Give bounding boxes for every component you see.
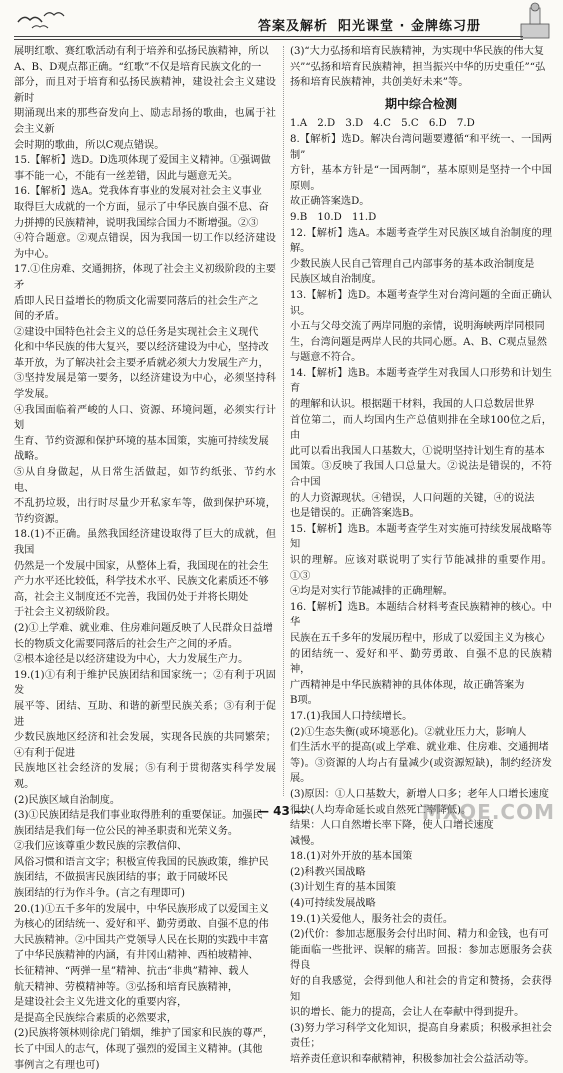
- text-line: 首位第二，而人均国内生产总值则排在全球100位之后，由: [290, 414, 552, 442]
- text-line: 15.【解析】选B。本题考查学生对实施可持续发展战略等知: [290, 523, 552, 551]
- text-line: 族团结的行为作斗争。(言之有理即可): [14, 888, 185, 900]
- text-line: 此可以看出我国人口基数大，①说明坚持计划生育的基本: [290, 445, 545, 457]
- left-column: [14, 44, 276, 1071]
- text-line: 们生活水平的提高(或上学难、就业难、住房难、交通拥堵: [290, 742, 549, 754]
- text-line: (2)科教兴国战略: [290, 866, 366, 878]
- text-line: 战略。: [14, 451, 45, 463]
- text-line: 产力水平还比较低，科学技术水平、民族文化素质还不够: [14, 576, 269, 588]
- page-number: — 43 —: [256, 804, 307, 818]
- text-line: 是提高全民族综合素质的必然要求，: [14, 1012, 177, 1024]
- text-line: ②建设中国特色社会主义的总任务是实现社会主义现代: [14, 326, 259, 338]
- text-line: 间的矛盾。: [14, 311, 65, 323]
- text-line: 民族区域自治制度。: [290, 274, 382, 286]
- text-line: ④符合题意。②观点错误，因为我国一切工作以经济建设为中心。: [14, 233, 276, 260]
- text-line: 8.【解析】选D。解决台湾问题要遵循“和平统一、一国两制”: [290, 133, 552, 161]
- text-line: 15.【解析】选D。D选项体现了爱国主义精神。①强调做: [14, 155, 271, 167]
- watermark: MXQE.COM: [421, 800, 555, 824]
- text-line: 与题意不符合。: [290, 352, 362, 364]
- text-line: ②根本途径是以经济建设为中心，大力发展生产力。: [14, 654, 249, 666]
- text-line: 小五与父母交流了两岸同胞的亲情，说明海峡两岸同根同: [290, 321, 545, 333]
- text-line: 16.【解析】选A。党我体育事业的发展对社会主义事业: [14, 186, 262, 198]
- text-line: ②我们应该尊重少数民族的宗教信仰、: [14, 841, 188, 853]
- text-line: 生育、节约资源和保护环境的基本国策，实施可持续发展: [14, 435, 269, 447]
- text-line: 化和中华民族的伟大复兴，要以经济建设为中心，坚持改: [14, 342, 269, 354]
- text-line: B项。: [290, 695, 318, 707]
- header-right-title: 阳光课堂 · 金牌练习册: [338, 19, 481, 34]
- text-line: 培养责任意识和奉献精神，积极参加社会公益活动等。: [290, 1054, 535, 1065]
- text-line: 航天精神、劳模精神等。③弘扬和培育民族精神，: [14, 981, 239, 993]
- text-line: 好的自我感觉，会得到他人和社会的肯定和赞扬，会获得知: [290, 976, 552, 1003]
- text-line: (2)①上学难、就业难、住房难问题反映了人民群众日益增: [14, 622, 273, 634]
- text-line: 族团结，不做损害民族团结的事；敢于同破坏民: [14, 872, 228, 884]
- text-line: 19.(1)关爱他人，服务社会的责任。: [290, 913, 454, 925]
- text-line: 的理解和认识。根据题干材料，我国的人口总数居世界: [290, 399, 535, 411]
- text-line: 仍然是一个发展中国家，从整体上看，我国现在的社会生: [14, 560, 269, 572]
- section-title: 期中综合检测: [384, 96, 457, 111]
- text-line: 了中华民族精神的内涵，有井冈山精神、西柏坡精神、: [14, 950, 259, 962]
- text-line: 取得巨大成就的一个方面，显示了中华民族自强不息、奋: [14, 201, 269, 213]
- text-line: 减慢。: [290, 835, 321, 847]
- text-line: 的团结统一、爱好和平、勤劳勇敢、自强不息的民族精神，: [290, 648, 552, 676]
- text-line: 18.(1)对外开放的基本国策: [290, 851, 413, 863]
- text-line: 为核心的团结统一、爱好和平、勤劳勇敢、自强不息的伟: [14, 919, 269, 931]
- text-line: (2)民族将领林则徐虎门销烟，维护了国家和民族的尊严，: [14, 1028, 273, 1040]
- text-line: 17.(1)我国人口持续增长。: [290, 710, 413, 722]
- text-line: 高，社会主义制度还不完善，我国仍处于并将长期处: [14, 591, 249, 603]
- text-line: 也是错误的。正确答案选B。: [290, 508, 420, 520]
- text-line: (2)①生态失衡(或环境恶化)。②就业压力大，影响人: [290, 726, 527, 738]
- text-line: 的人力资源现状。④错误，人口问题的关键，④的说法: [290, 492, 535, 504]
- text-line: 部分，而且对于培育和弘扬民族精神，建设社会主义建设新时: [14, 77, 276, 104]
- text-line: (4)可持续发展战略: [290, 898, 376, 910]
- text-line: 9.B 10.D 11.D: [290, 211, 377, 223]
- page-header: [0, 0, 563, 42]
- text-line: 力拼搏的民族精神，说明我国综合国力不断增强。②③: [14, 217, 259, 229]
- header-rule: [14, 36, 523, 37]
- text-line: 于社会主义初级阶段。: [14, 607, 116, 619]
- text-line: 方针，基本方针是“一国两制”，基本原则是坚持一个中国原则。: [290, 165, 552, 192]
- text-line: 风俗习惯和语言文字；积极宣传我国的民族政策，维护民: [14, 856, 269, 868]
- text-line: 等)。③资源的人均占有量减少(或资源短缺)，制约经济发展。: [290, 757, 552, 785]
- text-line: (3)计划生育的基本国策: [290, 882, 397, 894]
- text-line: 16.【解析】选B。本题结合材料考查民族精神的核心。中华: [290, 601, 552, 629]
- text-line: 20.(1)①五千多年的发展中，中华民族形成了以爱国主义: [14, 903, 269, 915]
- text-line: (3)“大力弘扬和培育民族精神，为实现中华民族的伟大复: [290, 46, 544, 57]
- text-line: (3)努力学习科学文化知识，提高自身素质；积极承担社会责任；: [290, 1022, 552, 1050]
- text-line: 少数民族人民自己管理自己内部事务的基本政治制度是: [290, 258, 535, 270]
- text-line: 18.(1)不正确。虽然我国经济建设取得了巨大的成就，但我国: [14, 529, 276, 556]
- text-line: 盾即人民日益增长的物质文化需要同落后的社会生产之: [14, 295, 259, 307]
- text-line: 兴”“弘扬和培育民族精神，担当振兴中华的历史重任”“弘: [290, 61, 546, 73]
- text-line: 识的增长、能力的提高，会让人在奉献中得到提升。: [290, 1007, 525, 1019]
- header-rule: [14, 39, 523, 40]
- text-line: 很快(人均寿命延长或自然死亡率降低)。: [290, 804, 472, 816]
- text-line: ④均是对实行节能减排的正确理解。: [290, 586, 453, 598]
- text-line: 民族在五千多年的发展历程中，形成了以爱国主义为核心: [290, 632, 545, 644]
- text-line: 少数民族地区经济和社会发展，实现各民族的共同繁荣；④有利于促进: [14, 732, 276, 759]
- text-line: 不乱扔垃圾，出行时尽量少开私家车等，做到保护环境，节约资源。: [14, 498, 276, 525]
- text-line: (3)①民族团结是我们事业取得胜利的重要保证。加强民: [14, 810, 263, 822]
- text-line: 生，台湾问题是两岸人民的共同心愿。A、B、C观点显然: [290, 336, 547, 348]
- text-line: 民族地区社会经济的发展；⑤有利于贯彻落实科学发展观。: [14, 763, 276, 790]
- text-line: 13.【解析】选D。本题考查学生对台湾问题的全面正确认识。: [290, 289, 552, 317]
- text-line: 革开放，为了解决社会主要矛盾就必须大力发展生产力，: [14, 357, 269, 369]
- text-line: 17.①住房难、交通拥挤，体现了社会主义初级阶段的主要矛: [14, 264, 276, 291]
- text-line: 结果：人口自然增长率下降，使人口增长速度: [290, 820, 494, 832]
- text-line: 展明红歌、赛红歌活动有利于培养和弘扬民族精神，所以: [14, 46, 269, 57]
- text-line: (2)民族区域自治制度。: [14, 794, 121, 806]
- text-line: 族团结是我们每一位公民的神圣职责和光荣义务。: [14, 825, 239, 837]
- text-line: 是建设社会主义先进文化的重要内容，: [14, 997, 188, 1009]
- header-left-title: 答案及解析: [258, 19, 329, 34]
- text-line: 扬和培育民族精神，共创美好未来”等。: [290, 77, 469, 89]
- text-line: (3)原因：①人口基数大，新增人口多；老年人口增长速度: [290, 788, 549, 800]
- text-line: 长了中国人的志气，体现了强烈的爱国主义精神。(其他: [14, 1044, 263, 1055]
- text-line: 大民族精神。②中国共产党领导人民在长期的实践中丰富: [14, 934, 269, 946]
- tower-decoration-icon: [517, 2, 553, 40]
- text-line: 事不能一心，不能有一丝差错，因此与题意无关。: [14, 170, 239, 182]
- text-line: 故正确答案选D。: [290, 196, 370, 208]
- text-line: ③坚持发展是第一要务，以经济建设为中心，必须坚持科学发展。: [14, 373, 276, 401]
- text-line: 事例言之有理也可): [14, 1059, 100, 1071]
- text-line: 识的理解。应该对联说明了实行节能减排的重要作用。①③: [290, 555, 552, 582]
- text-line: 期涌现出来的那些奋发向上、励志昂扬的歌曲，也属于社会主义新: [14, 108, 276, 135]
- text-line: 会时期的歌曲，所以C观点错误。: [14, 139, 165, 151]
- text-line: 长的物质文化需要同落后的社会生产之间的矛盾。: [14, 638, 239, 650]
- text-line: 12.【解析】选A。本题考查学生对民族区域自治制度的理解。: [290, 227, 552, 255]
- text-line: 展平等、团结、互助、和谐的新型民族关系；③有利于促进: [14, 700, 276, 728]
- text-line: 19.(1)①有利于维护民族团结和国家统一；②有利于巩固发: [14, 669, 276, 697]
- text-line: 能面临一些批评、误解的痛苦。回报：参加志愿服务会获得良: [290, 944, 552, 972]
- text-line: A、B、D观点都正确。“红歌”不仅是培育民族文化的一: [14, 61, 262, 73]
- text-line: ④我国面临着严峻的人口、资源、环境问题，必须实行计划: [14, 404, 276, 432]
- column-divider: [283, 46, 284, 796]
- text-line: 1.A 2.D 3.D 4.C 5.C 6.D 7.D: [290, 118, 475, 130]
- text-line: 14.【解析】选B。本题考查学生对我国人口形势和计划生育: [290, 367, 552, 395]
- text-line: ⑤从自身做起，从日常生活做起，如节约纸张、节约水电、: [14, 467, 276, 494]
- text-line: 广西精神是中华民族精神的具体体现，故正确答案为: [290, 679, 525, 691]
- text-line: 国策。③反映了我国人口总量大。②说法是错误的，不符合中国: [290, 461, 552, 489]
- text-line: 长征精神、“两弹一星”精神、抗击“非典”精神、载人: [14, 966, 249, 978]
- text-line: (2)代价：参加志愿服务会付出时间、精力和金钱，也有可: [290, 929, 549, 941]
- birds-decoration-icon: [14, 4, 74, 34]
